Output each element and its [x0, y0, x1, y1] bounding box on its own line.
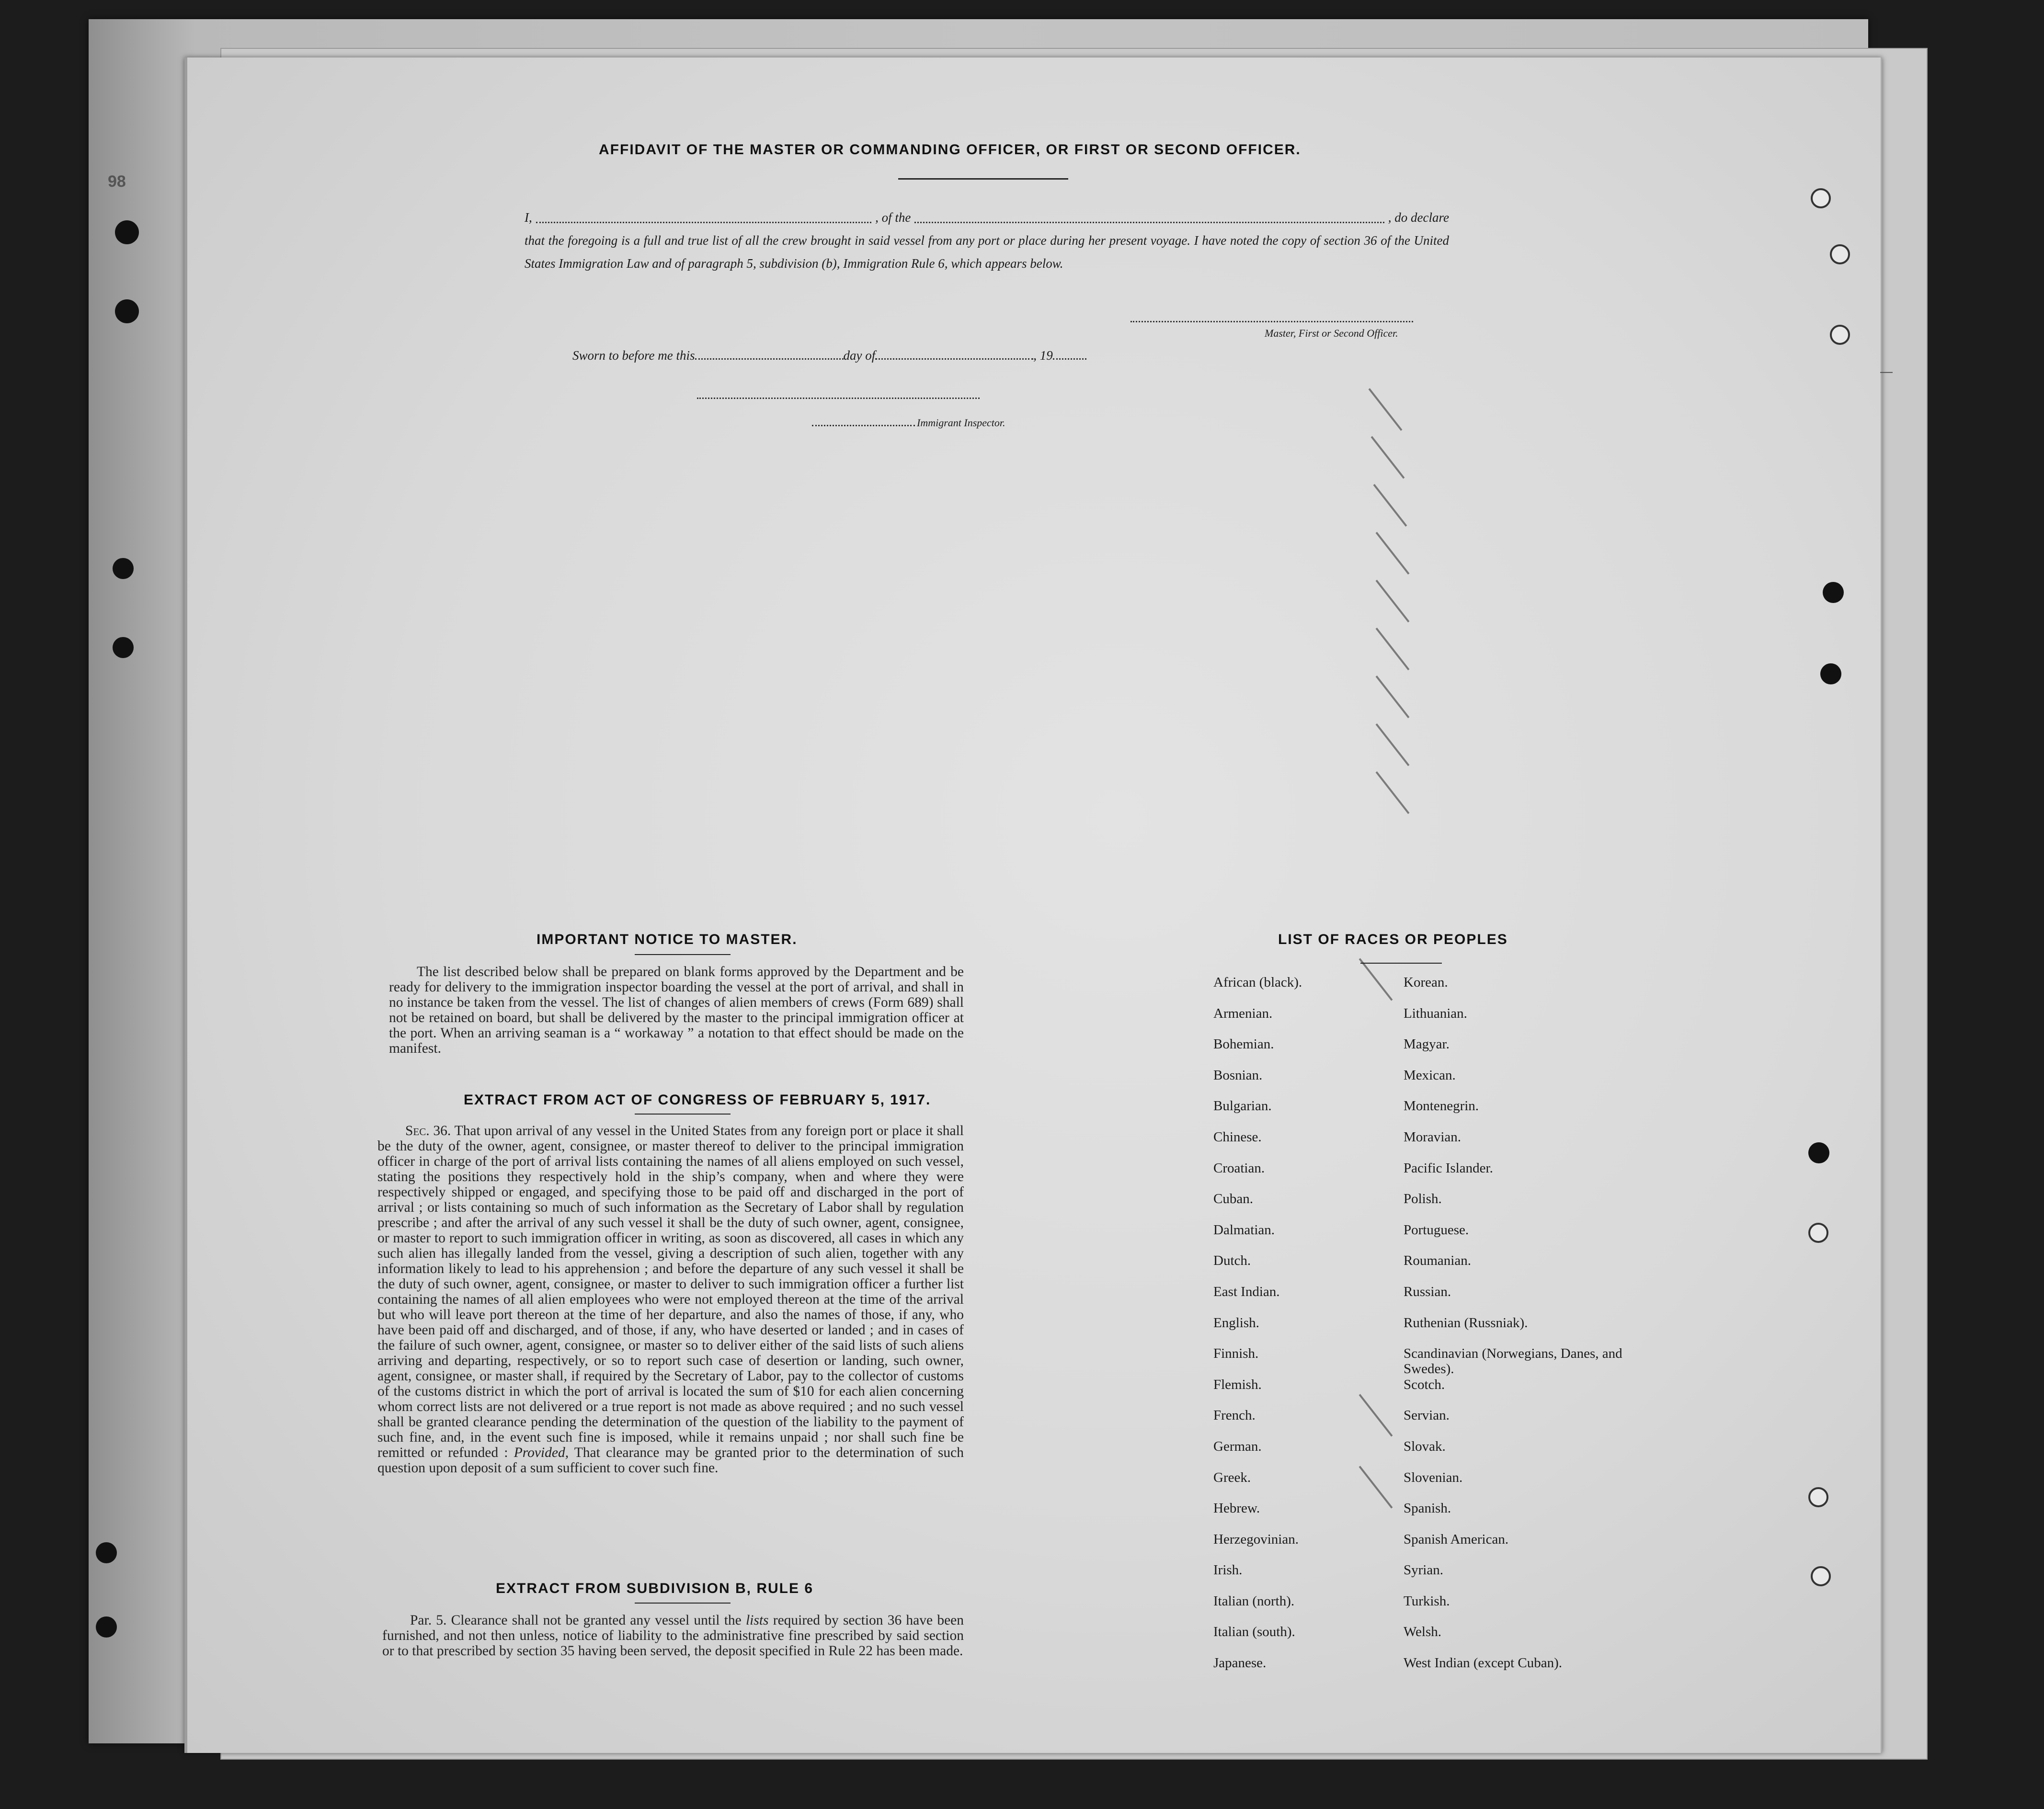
- inspector-caption: [812, 417, 1005, 429]
- race-item: Roumanian.: [1404, 1253, 1471, 1269]
- race-item: Herzegovinian.: [1213, 1531, 1299, 1547]
- race-item: West Indian (except Cuban).: [1404, 1655, 1563, 1671]
- rule6-text-end: required by section 36 have been furnished, and not then unless, notice of liability to the administrative fine prescribed by said section or to that prescribed by section 35 having been served, the deposit specified in Rule 22 has been made.: [382, 1613, 964, 1659]
- extract-body: That upon arrival of any vessel in the United States from any foreign port or place it shall be the duty of the owner, agent, consignee, or master thereof to deliver to the principal immigration officer in charge of the port of arrival lists containing the names of all aliens employed on such vessel, stating the positions they respectively hold in the ship’s company, when and where they were respectively shipped or engaged, and specifying those to be paid off and discharged in the port of arrival ; or lists containing so much of such information as the Secretary of Labor shall by regulation prescribe ; and after the arrival of any such vessel it shall be the duty of such owner, agent, consignee, or master to report to such immigration officer in writing, as soon as discovered, all cases in which any such alien has illegally landed from the vessel, giving a description of such alien, together with any information likely to lead to his apprehension ; and before the departure of any such vessel it shall be the duty of such owner, agent, consignee, or master to deliver to such immigration officer a further list containing the names of all alien employees who were not employed thereon at the time of the arrival but who will leave port thereon at the time of her departure, and also the names of those, if any, who have been paid off and discharged, and of those, if any, who have deserted or landed ; and in cases of the failure of such owner, agent, consignee, or master so to deliver either of the said lists of such aliens arriving and departing, respectively, or so to report such case of desertion or landing, such owner, agent, consignee, or master shall, if required by the Secretary of Labor, pay to the collector of customs of the customs district in which the port of arrival is located the sum of $10 for each alien concerning whom correct lists are not delivered or a true report is not made as above required ; and no such vessel shall be granted clearance pending the determination of the question of the liability to the payment of such fine, and, in the event such fine is imposed, while it remains unpaid ; nor shall such fine be remitted or refunded :: [377, 1123, 964, 1460]
- race-item: Slovak.: [1404, 1438, 1446, 1454]
- extract-text: [377, 1123, 964, 1476]
- declaration-start: I,: [525, 210, 532, 225]
- race-item: Scotch.: [1404, 1377, 1445, 1392]
- notice-title: IMPORTANT NOTICE TO MASTER.: [537, 932, 798, 947]
- declaration-mid: , of the: [875, 210, 911, 225]
- day-blank: [695, 358, 844, 360]
- punch-hole: [1808, 1487, 1828, 1507]
- race-item: Magyar.: [1404, 1036, 1450, 1052]
- races-right-column: [1404, 975, 1624, 1686]
- punch-hole: [1820, 663, 1841, 684]
- inspector-caption-text: Immigrant Inspector.: [917, 417, 1005, 429]
- race-item: Italian (north).: [1213, 1593, 1295, 1609]
- races-left-column: [1213, 975, 1376, 1686]
- race-item: Greek.: [1213, 1469, 1251, 1485]
- race-item: Irish.: [1213, 1562, 1243, 1578]
- sworn-line: [572, 348, 1086, 363]
- punch-hole: [1830, 325, 1850, 345]
- punch-hole: [1808, 1223, 1828, 1243]
- races-rule: [1360, 963, 1442, 964]
- race-item: Portuguese.: [1404, 1222, 1469, 1238]
- race-item: Armenian.: [1213, 1005, 1273, 1021]
- race-item: Chinese.: [1213, 1129, 1262, 1145]
- race-item: Russian.: [1404, 1284, 1451, 1299]
- extract-rule: [635, 1114, 731, 1115]
- notice-rule: [635, 954, 731, 955]
- race-item: Montenegrin.: [1404, 1098, 1479, 1114]
- race-item: Lithuanian.: [1404, 1005, 1467, 1021]
- sworn-mid: day of: [843, 348, 876, 363]
- race-item: Bohemian.: [1213, 1036, 1274, 1052]
- race-item: Turkish.: [1404, 1593, 1450, 1609]
- race-item: Bosnian.: [1213, 1067, 1263, 1083]
- margin-scrawl: [108, 144, 189, 211]
- rule6-text-italic: lists: [745, 1613, 769, 1628]
- declaration-body: that the foregoing is a full and true list of all the crew brought in said vessel from any port or place during her present voyage. I have noted the copy of section 36 of the United States Immigration Law and of paragraph 5, subdivision (b), Immigration Rule 6, which appears below.: [525, 233, 1449, 271]
- punch-hole: [1811, 1566, 1831, 1586]
- race-item: Croatian.: [1213, 1160, 1265, 1176]
- signature-blank: [1130, 321, 1413, 322]
- affidavit-title: AFFIDAVIT OF THE MASTER OR COMMANDING OFFICER, OR FIRST OR SECOND OFFICER.: [599, 142, 1301, 158]
- race-item: Moravian.: [1404, 1129, 1461, 1145]
- proviso-word: Provided,: [514, 1445, 569, 1460]
- race-item: Spanish American.: [1404, 1531, 1509, 1547]
- punch-hole: [96, 1616, 117, 1638]
- race-item: Pacific Islander.: [1404, 1160, 1493, 1176]
- race-item: Ruthenian (Russniak).: [1404, 1315, 1528, 1331]
- inspector-caption-dots: [812, 425, 915, 426]
- vessel-blank: [914, 206, 1384, 223]
- punch-hole: [113, 558, 134, 579]
- race-item: Scandinavian (Norwegians, Danes, and Swedes).: [1404, 1346, 1622, 1377]
- race-item: Slovenian.: [1404, 1469, 1463, 1485]
- punch-hole: [115, 299, 139, 323]
- affidavit-text: [525, 206, 1449, 275]
- section-label: Sec. 36.: [405, 1123, 451, 1138]
- punch-hole: [1830, 244, 1850, 264]
- rule6-text: [382, 1613, 964, 1659]
- declaration-line: [525, 206, 1449, 229]
- year-blank: [1053, 358, 1086, 360]
- affidavit-page: [184, 57, 1882, 1753]
- rule6-text-start: Par. 5. Clearance shall not be granted any vessel until the: [410, 1613, 742, 1628]
- month-blank: [875, 358, 1033, 360]
- race-item: Italian (south).: [1213, 1624, 1295, 1640]
- race-item: Dalmatian.: [1213, 1222, 1275, 1238]
- race-item: French.: [1213, 1408, 1256, 1423]
- race-item: Hebrew.: [1213, 1501, 1260, 1516]
- rule6-rule: [635, 1603, 731, 1604]
- race-item: German.: [1213, 1438, 1262, 1454]
- punch-hole: [113, 637, 134, 658]
- race-item: Mexican.: [1404, 1067, 1456, 1083]
- race-item: Korean.: [1404, 975, 1448, 990]
- punch-hole: [1823, 582, 1844, 603]
- title-rule: [898, 178, 1068, 180]
- sworn-end: , 19: [1033, 348, 1053, 363]
- race-item: East Indian.: [1213, 1284, 1280, 1299]
- punch-hole: [1808, 1142, 1829, 1163]
- sheet-edge-mark: —: [1880, 364, 1893, 378]
- notice-text: [389, 964, 964, 1056]
- race-item: Bulgarian.: [1213, 1098, 1272, 1114]
- punch-hole: [1811, 188, 1831, 208]
- race-item: Servian.: [1404, 1408, 1450, 1423]
- race-item: Cuban.: [1213, 1191, 1253, 1207]
- race-item: Dutch.: [1213, 1253, 1251, 1269]
- race-item: Syrian.: [1404, 1562, 1443, 1578]
- race-item: Spanish.: [1404, 1501, 1451, 1516]
- signature-caption: Master, First or Second Officer.: [1265, 327, 1398, 339]
- punch-hole: [96, 1542, 117, 1563]
- margin-number: 98: [108, 172, 126, 191]
- inspector-blank: [697, 398, 980, 399]
- name-blank: [536, 206, 871, 223]
- race-item: Welsh.: [1404, 1624, 1442, 1640]
- race-item: Flemish.: [1213, 1377, 1262, 1392]
- rule6-title: EXTRACT FROM SUBDIVISION B, RULE 6: [496, 1581, 814, 1596]
- race-item: Japanese.: [1213, 1655, 1267, 1671]
- race-item: Polish.: [1404, 1191, 1442, 1207]
- notice-body: The list described below shall be prepared on blank forms approved by the Department and be ready for delivery to the immigration inspector boarding the vessel at the port of arrival, and shall in no instance be taken from the vessel. The list of changes of alien members of crews (Form 689) shall not be retained on board, but shall be delivered by the master to the principal immigration officer at the port. When an arriving seaman is a “ workaway ” a notation to that effect should be made on the manifest.: [389, 964, 964, 1056]
- proviso-text: That clearance may be granted prior to the determination of such question upon deposit of a sum sufficient to cover such fine.: [377, 1445, 964, 1476]
- declaration-end: , do declare: [1388, 210, 1449, 225]
- sworn-start: Sworn to before me this: [572, 348, 695, 363]
- races-title: LIST OF RACES OR PEOPLES: [1278, 932, 1508, 947]
- race-item: African (black).: [1213, 975, 1302, 990]
- punch-hole: [115, 220, 139, 244]
- extract-title: EXTRACT FROM ACT OF CONGRESS OF FEBRUARY 5, 1917.: [464, 1092, 931, 1108]
- race-item: Finnish.: [1213, 1346, 1259, 1362]
- race-item: English.: [1213, 1315, 1259, 1331]
